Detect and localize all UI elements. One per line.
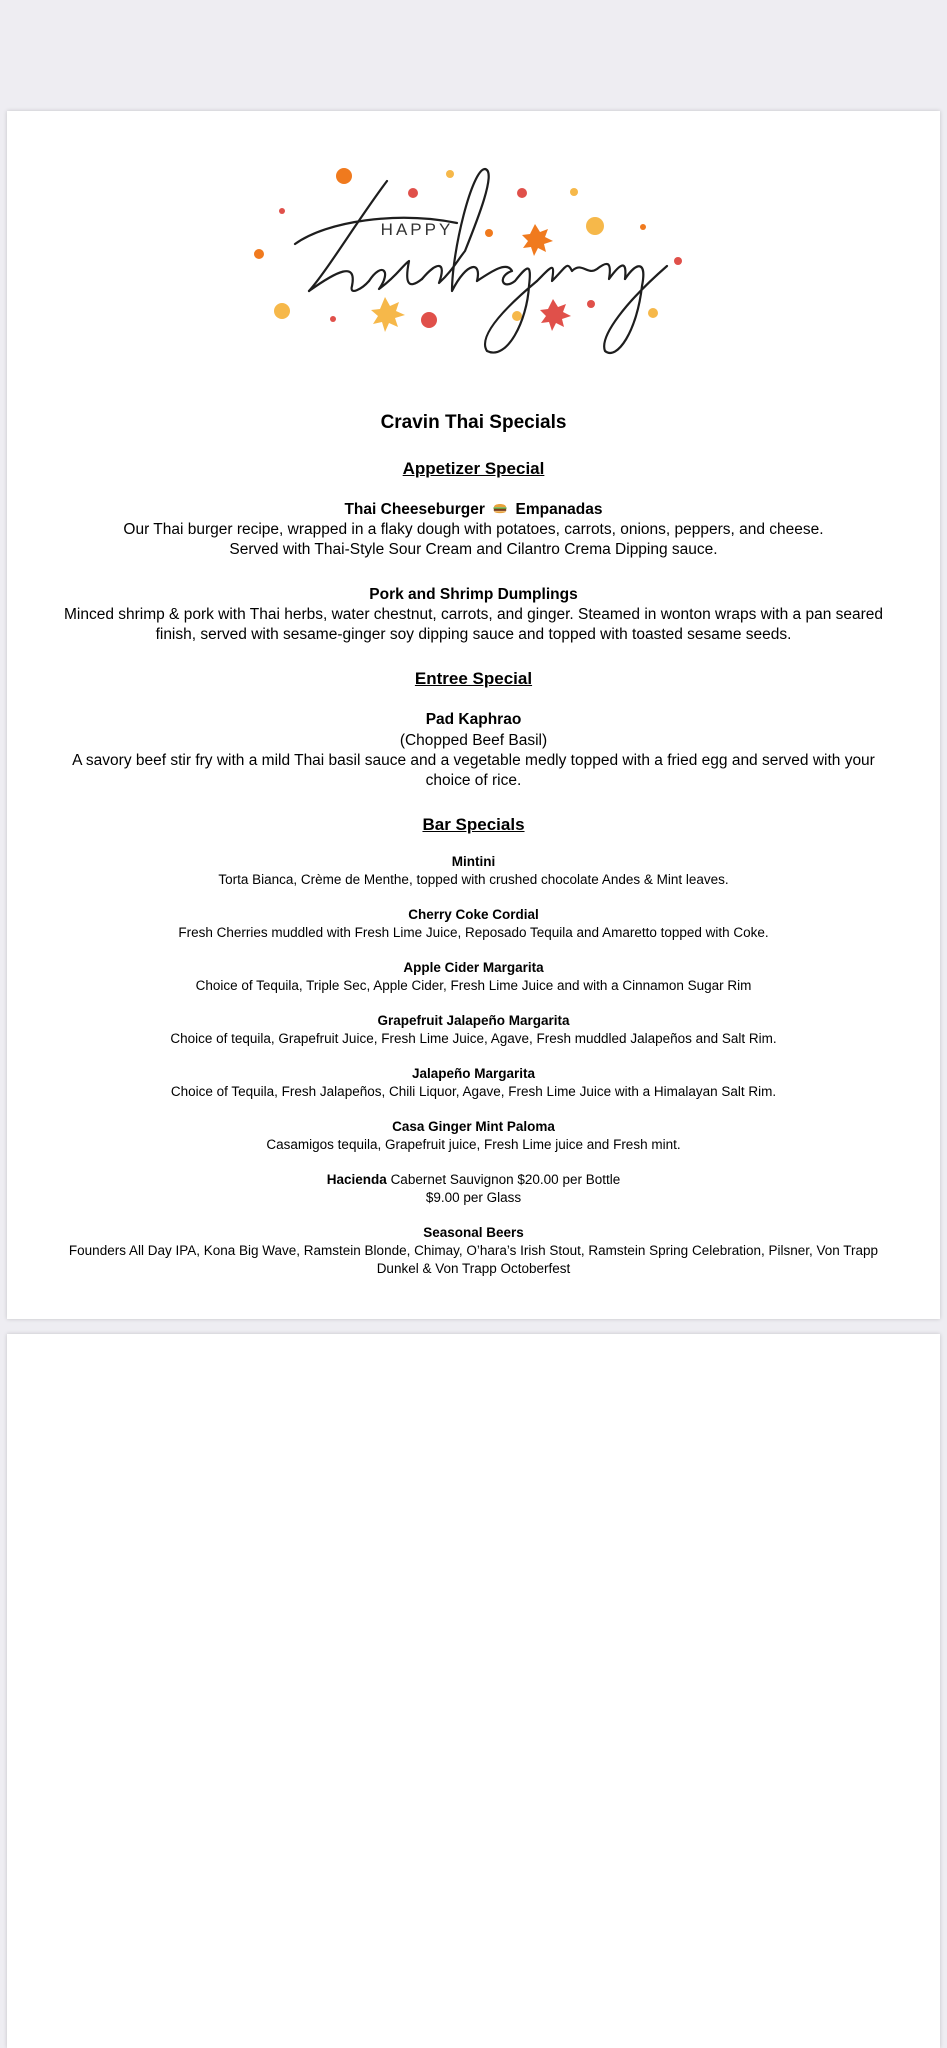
entree-item	[7, 710, 940, 791]
bar-item	[7, 853, 940, 889]
wine-glass-price: $9.00 per Glass	[425, 1190, 522, 1205]
wine-line	[7, 1171, 940, 1189]
item-description: Minced shrimp & pork with Thai herbs, water chestnut, carrots, and ginger. Steamed in wonton wraps with a pan seared finish, served with sesame-ginger soy dipping sauce and topped with toasted sesame seeds.	[63, 606, 884, 643]
bar-item	[7, 906, 940, 942]
menu-title: Cravin Thai Specials	[380, 412, 567, 433]
item-description: Founders All Day IPA, Kona Big Wave, Ramstein Blonde, Chimay, O’hara’s Irish Stout, Ramstein Spring Celebration, Pilsner, Von Trapp Dunkel & Von Trapp Octoberfest	[68, 1243, 879, 1276]
happy-label: HAPPY	[380, 220, 454, 239]
item-description: A savory beef stir fry with a mild Thai basil sauce and a vegetable medly topped with a fried egg and served with your choice of rice.	[72, 752, 875, 789]
item-name: Pad Kaphrao	[425, 711, 522, 728]
item-description: Choice of tequila, Grapefruit Juice, Fresh Lime Juice, Agave, Fresh muddled Jalapeños and Salt Rim.	[170, 1031, 777, 1046]
bar-item	[7, 959, 940, 995]
bar-item	[7, 1012, 940, 1048]
item-name: Cherry Coke Cordial	[408, 907, 539, 922]
item-name: Casa Ginger Mint Paloma	[392, 1119, 555, 1134]
item-description: Casamigos tequila, Grapefruit juice, Fresh Lime juice and Fresh mint.	[266, 1137, 681, 1152]
bar-heading: Bar Specials	[422, 815, 525, 834]
item-description: Choice of Tequila, Triple Sec, Apple Cider, Fresh Lime Juice and with a Cinnamon Sugar Rim	[195, 978, 752, 993]
burger-emoji-icon	[492, 500, 508, 516]
wine-description: Cabernet Sauvignon $20.00 per Bottle	[390, 1172, 621, 1187]
appetizer-heading: Appetizer Special	[402, 459, 545, 478]
item-description: Torta Bianca, Crème de Menthe, topped with crushed chocolate Andes & Mint leaves.	[218, 872, 729, 887]
bar-item	[7, 1118, 940, 1154]
thanksgiving-banner	[7, 111, 940, 371]
entree-heading: Entree Special	[414, 669, 533, 688]
bar-item	[7, 1065, 940, 1101]
beer-item	[7, 1224, 940, 1278]
confetti-dots	[254, 168, 682, 328]
appetizer-item	[7, 500, 940, 560]
wine-item	[7, 1171, 940, 1207]
thanksgiving-script	[295, 169, 667, 353]
item-subtitle: (Chopped Beef Basil)	[399, 732, 548, 749]
item-description: Choice of Tequila, Fresh Jalapeños, Chili Liquor, Agave, Fresh Lime Juice with a Himalayan Salt Rim.	[170, 1084, 777, 1099]
menu-page-1	[7, 111, 940, 1319]
item-description-line: Our Thai burger recipe, wrapped in a flaky dough with potatoes, carrots, onions, peppers, and cheese.	[123, 521, 824, 538]
item-name: Mintini	[451, 854, 496, 869]
appetizer-item	[7, 585, 940, 645]
menu-content	[7, 411, 940, 1278]
item-description-line: Served with Thai-Style Sour Cream and Cilantro Crema Dipping sauce.	[229, 541, 718, 558]
menu-page-2	[7, 1334, 940, 2048]
item-description: Fresh Cherries muddled with Fresh Lime Juice, Reposado Tequila and Amaretto topped with Coke.	[178, 925, 769, 940]
item-name: Seasonal Beers	[423, 1225, 524, 1240]
thanksgiving-illustration	[7, 111, 940, 371]
item-name: Pork and Shrimp Dumplings	[369, 586, 578, 603]
item-name: Grapefruit Jalapeño Margarita	[377, 1013, 570, 1028]
item-name: Thai Cheeseburger Empanadas	[344, 501, 603, 518]
item-name: Apple Cider Margarita	[403, 960, 544, 975]
item-name: Jalapeño Margarita	[411, 1066, 536, 1081]
wine-name: Hacienda	[326, 1172, 387, 1187]
